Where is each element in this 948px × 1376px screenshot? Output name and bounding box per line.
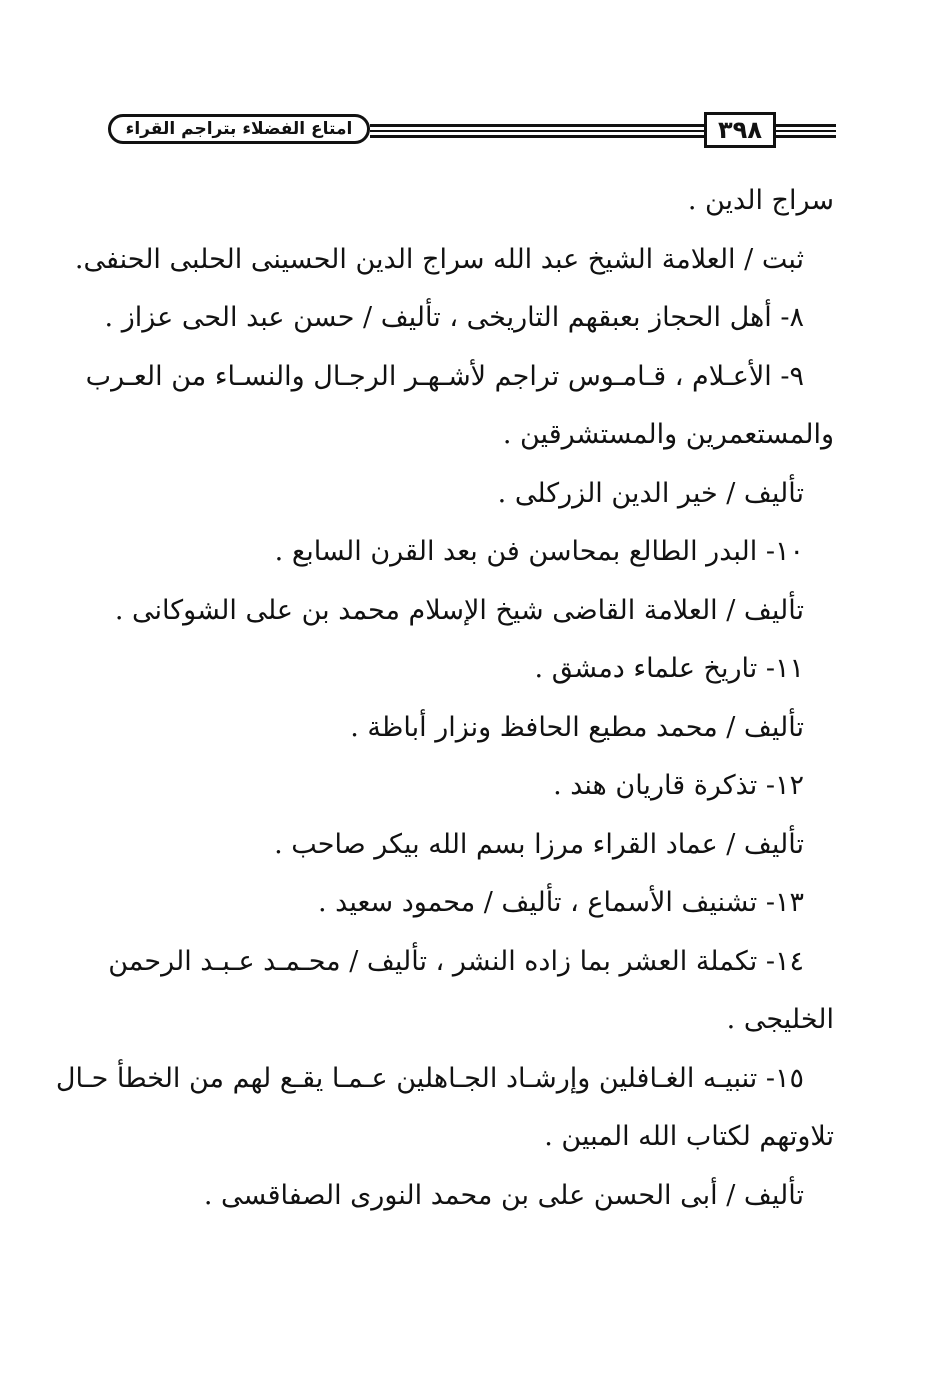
text-line: سراج الدين . — [687, 185, 834, 216]
text-line: تأليف / العلامة القاضى شيخ الإسلام محمد بن على الشوكانى . — [114, 594, 804, 626]
text-line: ٩- الأعـلام ، قـامـوس تراجم لأشـهـر الرجـال والنسـاء من العـرب — [85, 360, 804, 392]
text-line: تأليف / محمد مطيع الحافظ ونزار أباظة . — [350, 711, 804, 743]
text-line: ١٤- تكملة العشر بما زاده النشر ، تأليف / محـمـد عـبـد الرحمن — [108, 945, 804, 977]
text-line: تأليف / عماد القراء مرزا بسم الله بيكر صاحب . — [274, 828, 804, 860]
text-line: ١٥- تنبيـه الغـافلين وإرشـاد الجـاهلين عـمـا يقـع لهم من الخطأ حـال — [55, 1062, 804, 1094]
page-number: ٣٩٨ — [704, 112, 776, 148]
running-title: امتاع الفضلاء بتراجم القراء — [108, 114, 370, 144]
text-line: تأليف / أبى الحسن على بن محمد النورى الصفاقسى . — [203, 1179, 804, 1211]
text-line: تأليف / خير الدين الزركلى . — [497, 477, 804, 509]
page-body — [55, 172, 834, 1225]
page-header — [108, 108, 836, 152]
text-line: الخليجى . — [726, 1004, 834, 1035]
text-line: ثبت / العلامة الشيخ عبد الله سراج الدين الحسينى الحلبى الحنفى. — [74, 243, 804, 275]
text-line: ١١- تاريخ علماء دمشق . — [534, 653, 804, 684]
text-line: تلاوتهم لكتاب الله المبين . — [544, 1121, 834, 1152]
text-line: والمستعمرين والمستشرقين . — [502, 419, 834, 450]
text-line: ١٣- تشنيف الأسماع ، تأليف / محمود سعيد . — [317, 887, 804, 918]
text-line: ١٠- البدر الطالع بمحاسن فن بعد القرن السابع . — [274, 536, 804, 567]
text-line: ٨- أهل الحجاز بعبقهم التاريخى ، تأليف / حسن عبد الحى عزاز . — [104, 302, 804, 333]
text-line: ١٢- تذكرة قاريان هند . — [553, 770, 804, 801]
